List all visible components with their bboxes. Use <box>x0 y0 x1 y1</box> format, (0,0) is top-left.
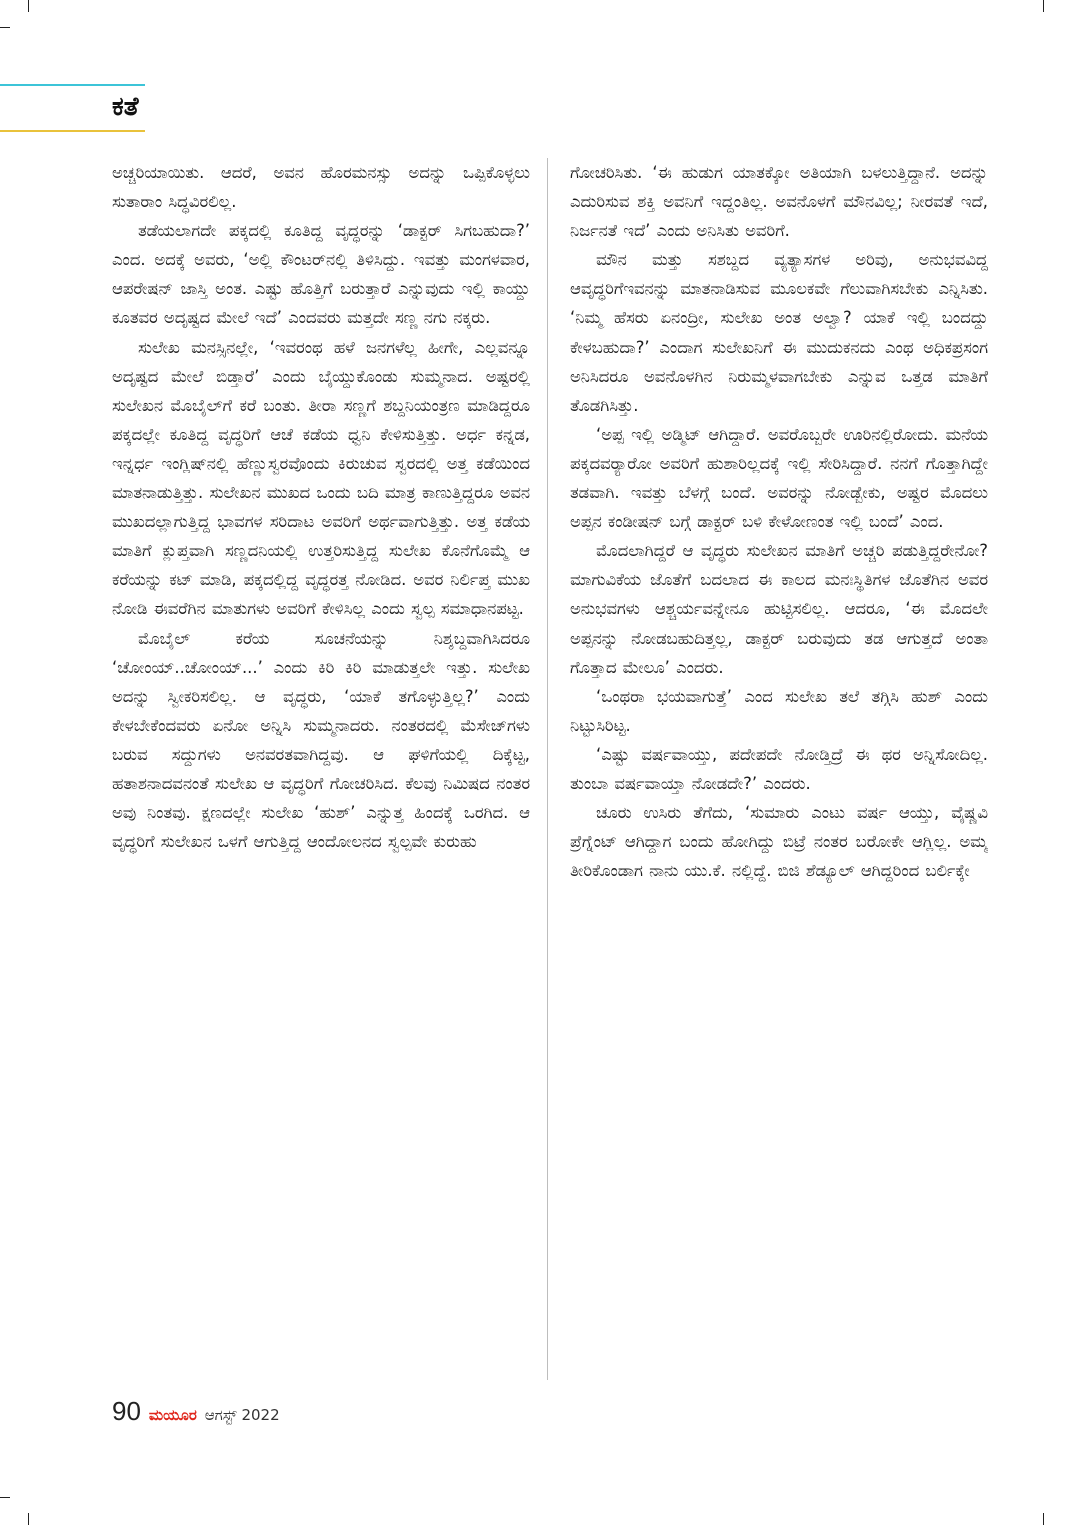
section-title: ಕತೆ <box>112 92 139 122</box>
paragraph: ‘ಅಪ್ಪ ಇಲ್ಲಿ ಅಡ್ಮಿಟ್ ಆಗಿದ್ದಾರೆ. ಅವರೊಬ್ಬರೇ ಊರಿನಲ್ಲಿರೋದು. ಮನೆಯ ಪಕ್ಕದವರ್‍ಯಾರೋ ಅವರಿಗೆ ಹುಶಾರಿಲ್ಲದಕ್ಕೆ ಇಲ್ಲಿ ಸೇರಿಸಿದ್ದಾರೆ. ನನಗೆ ಗೊತ್ತಾಗಿದ್ದೇ ತಡವಾಗಿ. ಇವತ್ತು ಬೆಳಗ್ಗೆ ಬಂದೆ. ಅವರನ್ನು ನೋಡ್ಬೇಕು, ಅಷ್ಟರ ಮೊದಲು ಅಪ್ಪನ ಕಂಡೀಷನ್ ಬಗ್ಗೆ ಡಾಕ್ಟರ್ ಬಳಿ ಕೇಳೋಣಂತ ಇಲ್ಲಿ ಬಂದೆ’ ಎಂದ. <box>570 424 988 532</box>
page-number: 90 <box>112 1396 141 1426</box>
section-rule-bottom <box>0 130 145 132</box>
paragraph: ಗೋಚರಿಸಿತು. ‘ಈ ಹುಡುಗ ಯಾತಕ್ಕೋ ಅತಿಯಾಗಿ ಬಳಲುತ್ತಿದ್ದಾನೆ. ಅದನ್ನು ಎದುರಿಸುವ ಶಕ್ತಿ ಅವನಿಗೆ ಇದ್ದಂತಿಲ್ಲ. ಅವನೊಳಗೆ ಮೌನವಿಲ್ಲ; ನೀರವತೆ ಇದೆ, ನಿರ್ಜನತೆ ಇದೆ’ ಎಂದು ಅನಿಸಿತು ಅವರಿಗೆ. <box>570 163 988 241</box>
crop-mark-top-right <box>1043 0 1044 12</box>
column-divider <box>547 158 548 1380</box>
crop-mark-bottom-left <box>28 1513 29 1525</box>
paragraph: ತಡೆಯಲಾಗದೇ ಪಕ್ಕದಲ್ಲಿ ಕೂತಿದ್ದ ವೃದ್ಧರನ್ನು ‘ಡಾಕ್ಟರ್ ಸಿಗಬಹುದಾ?’ ಎಂದ. ಅದಕ್ಕೆ ಅವರು, ‘ಅಲ್ಲಿ ಕೌಂಟರ್‌ನಲ್ಲಿ ತಿಳಿಸಿದ್ದು. ಇವತ್ತು ಮಂಗಳವಾರ, ಆಪರೇಷನ್ ಜಾಸ್ತಿ ಅಂತ. ಎಷ್ಟು ಹೊತ್ತಿಗೆ ಬರುತ್ತಾರೆ ಎನ್ನುವುದು ಇಲ್ಲಿ ಕಾಯ್ದು ಕೂತವರ ಅದೃಷ್ಟದ ಮೇಲೆ ಇದೆ’ ಎಂದವರು ಮತ್ತದೇ ಸಣ್ಣ ನಗು ನಕ್ಕರು. <box>112 221 530 328</box>
article-column-left <box>112 158 530 1380</box>
crop-mark-left-lower <box>0 1497 10 1498</box>
page-footer <box>112 1396 280 1430</box>
crop-mark-top-left <box>28 0 29 12</box>
paragraph: ಮೊಬೈಲ್ ಕರೆಯ ಸೂಚನೆಯನ್ನು ನಿಶ್ಶಬ್ದವಾಗಿಸಿದರೂ ‘ಚೋಂಯ್..ಚೋಂಯ್...’ ಎಂದು ಕಿರಿ ಕಿರಿ ಮಾಡುತ್ತಲೇ ಇತ್ತು. ಸುಲೇಖ ಅದನ್ನು ಸ್ವೀಕರಿಸಲಿಲ್ಲ. ಆ ವೃದ್ಧರು, ‘ಯಾಕೆ ತಗೊಳ್ಳುತ್ತಿಲ್ಲ?’ ಎಂದು ಕೇಳಬೇಕೆಂದವರು ಏನೋ ಅನ್ನಿಸಿ ಸುಮ್ಮನಾದರು. ನಂತರದಲ್ಲಿ ಮೆಸೇಜ್‌ಗಳು ಬರುವ ಸದ್ದುಗಳು ಅನವರತವಾಗಿದ್ದವು. ಆ ಘಳಿಗೆಯಲ್ಲಿ ದಿಕ್ಕೆಟ್ಟ, ಹತಾಶನಾದವನಂತೆ ಸುಲೇಖ ಆ ವೃದ್ಧರಿಗೆ ಗೋಚರಿಸಿದ. ಕೆಲವು ನಿಮಿಷದ ನಂತರ ಅವು ನಿಂತವು. ಕ್ಷಣದಲ್ಲೇ ಸುಲೇಖ ‘ಹುಶ್’ ಎನ್ನುತ್ತ ಹಿಂದಕ್ಕೆ ಒರಗಿದ. ಆ ವೃದ್ಧರಿಗೆ ಸುಲೇಖನ ಒಳಗೆ ಆಗುತ್ತಿದ್ದ ಆಂದೋಲನದ ಸ್ವಲ್ಪವೇ ಕುರುಹು <box>112 628 530 852</box>
paragraph: ‘ಒಂಥರಾ ಭಯವಾಗುತ್ತೆ’ ಎಂದ ಸುಲೇಖ ತಲೆ ತಗ್ಗಿಸಿ ಹುಶ್ ಎಂದು ನಿಟ್ಟುಸಿರಿಟ್ಟ. <box>570 686 988 735</box>
issue-date: ಆಗಸ್ಟ್ 2022 <box>204 1406 280 1424</box>
crop-mark-bottom-right <box>1043 1513 1044 1525</box>
crop-mark-left-upper <box>0 27 10 28</box>
paragraph: ಅಚ್ಚರಿಯಾಯಿತು. ಆದರೆ, ಅವನ ಹೊರಮನಸ್ಸು ಅದನ್ನು ಒಪ್ಪಿಕೊಳ್ಳಲು ಸುತಾರಾಂ ಸಿದ್ಧವಿರಲಿಲ್ಲ. <box>112 163 530 212</box>
section-rule-top <box>0 84 145 86</box>
paragraph: ಮೌನ ಮತ್ತು ಸಶಬ್ದದ ವ್ಯತ್ಯಾಸಗಳ ಅರಿವು, ಅನುಭವವಿದ್ದ ಆವೃದ್ಧರಿಗೆಇವನನ್ನು ಮಾತನಾಡಿಸುವ ಮೂಲಕವೇ ಗೆಲುವಾಗಿಸಬೇಕು ಎನ್ನಿಸಿತು. ‘ನಿಮ್ಮ ಹೆಸರು ಏನಂದ್ರೀ, ಸುಲೇಖ ಅಂತ ಅಲ್ವಾ? ಯಾಕೆ ಇಲ್ಲಿ ಬಂದದ್ದು ಕೇಳಬಹುದಾ?’ ಎಂದಾಗ ಸುಲೇಖನಿಗೆ ಈ ಮುದುಕನದು ಎಂಥ ಅಧಿಕಪ್ರಸಂಗ ಅನಿಸಿದರೂ ಅವನೊಳಗಿನ ನಿರುಮ್ಮಳವಾಗಬೇಕು ಎನ್ನುವ ಒತ್ತಡ ಮಾತಿಗೆ ತೊಡಗಿಸಿತ್ತು. <box>570 250 988 415</box>
article-column-right <box>570 158 988 1380</box>
paragraph: ಮೊದಲಾಗಿದ್ದರೆ ಆ ವೃದ್ಧರು ಸುಲೇಖನ ಮಾತಿಗೆ ಅಚ್ಚರಿ ಪಡುತ್ತಿದ್ದರೇನೋ? ಮಾಗುವಿಕೆಯ ಜೊತೆಗೆ ಬದಲಾದ ಈ ಕಾಲದ ಮನಃಸ್ಥಿತಿಗಳ ಜೊತೆಗಿನ ಅವರ ಅನುಭವಗಳು ಆಶ್ಚರ್ಯವನ್ನೇನೂ ಹುಟ್ಟಿಸಲಿಲ್ಲ. ಆದರೂ, ‘ಈ ಮೊದಲೇ ಅಪ್ಪನನ್ನು ನೋಡಬಹುದಿತ್ತಲ್ಲ, ಡಾಕ್ಟರ್ ಬರುವುದು ತಡ ಆಗುತ್ತದೆ ಅಂತಾ ಗೊತ್ತಾದ ಮೇಲೂ’ ಎಂದರು. <box>570 541 988 677</box>
paragraph: ‘ಎಷ್ಟು ವರ್ಷವಾಯ್ತು, ಪದೇಪದೇ ನೋಡ್ತಿದ್ರೆ ಈ ಥರ ಅನ್ನಿಸೋದಿಲ್ಲ. ತುಂಬಾ ವರ್ಷವಾಯ್ತಾ ನೋಡದೇ?’ ಎಂದರು. <box>570 744 988 793</box>
paragraph: ಸುಲೇಖ ಮನಸ್ಸಿನಲ್ಲೇ, ‘ಇವರಂಥ ಹಳೆ ಜನಗಳೆಲ್ಲ ಹೀಗೇ, ಎಲ್ಲವನ್ನೂ ಅದೃಷ್ಟದ ಮೇಲೆ ಬಿಡ್ತಾರೆ’ ಎಂದು ಬೈಯ್ದುಕೊಂಡು ಸುಮ್ಮನಾದ. ಅಷ್ಟರಲ್ಲಿ ಸುಲೇಖನ ಮೊಬೈಲ್‌ಗೆ ಕರೆ ಬಂತು. ತೀರಾ ಸಣ್ಣಗೆ ಶಬ್ದನಿಯಂತ್ರಣ ಮಾಡಿದ್ದರೂ ಪಕ್ಕದಲ್ಲೇ ಕೂತಿದ್ದ ವೃದ್ಧರಿಗೆ ಆಚೆ ಕಡೆಯ ಧ್ವನಿ ಕೇಳಿಸುತ್ತಿತ್ತು. ಅರ್ಧ ಕನ್ನಡ, ಇನ್ನರ್ಧ ಇಂಗ್ಲಿಷ್‌ನಲ್ಲಿ ಹೆಣ್ಣುಸ್ವರವೊಂದು ಕಿರುಚುವ ಸ್ವರದಲ್ಲಿ ಅತ್ತ ಕಡೆಯಿಂದ ಮಾತನಾಡುತ್ತಿತ್ತು. ಸುಲೇಖನ ಮುಖದ ಒಂದು ಬದಿ ಮಾತ್ರ ಕಾಣುತ್ತಿದ್ದರೂ ಅವನ ಮುಖದಲ್ಲಾಗುತ್ತಿದ್ದ ಭಾವಗಳ ಸರಿದಾಟ ಅವರಿಗೆ ಅರ್ಥವಾಗುತ್ತಿತ್ತು. ಅತ್ತ ಕಡೆಯ ಮಾತಿಗೆ ಕ್ಲುಪ್ತವಾಗಿ ಸಣ್ಣದನಿಯಲ್ಲಿ ಉತ್ತರಿಸುತ್ತಿದ್ದ ಸುಲೇಖ ಕೊನೆಗೊಮ್ಮೆ ಆ ಕರೆಯನ್ನು ಕಟ್ ಮಾಡಿ, ಪಕ್ಕದಲ್ಲಿದ್ದ ವೃದ್ಧರತ್ತ ನೋಡಿದ. ಅವರ ನಿರ್ಲಿಪ್ತ ಮುಖ ನೋಡಿ ಈವರೆಗಿನ ಮಾತುಗಳು ಅವರಿಗೆ ಕೇಳಿಸಿಲ್ಲ ಎಂದು ಸ್ವಲ್ಪ ಸಮಾಧಾನಪಟ್ಟ. <box>112 337 530 619</box>
paragraph: ಚೂರು ಉಸಿರು ತೆಗೆದು, ‘ಸುಮಾರು ಎಂಟು ವರ್ಷ ಆಯ್ತು, ವೈಷ್ಣವಿ ಪ್ರೆಗ್ನೆಂಟ್ ಆಗಿದ್ದಾಗ ಬಂದು ಹೋಗಿದ್ದು ಬಿಟ್ರೆ ನಂತರ ಬರೋಕೇ ಆಗ್ಲಿಲ್ಲ. ಅಮ್ಮ ತೀರಿಕೊಂಡಾಗ ನಾನು ಯು.ಕೆ. ನಲ್ಲಿದ್ದೆ. ಬಿಜಿ ಶೆಡ್ಯೂಲ್ ಆಗಿದ್ದರಿಂದ ಬರ್ಲಿಕ್ಕೇ <box>570 803 988 881</box>
magazine-name: ಮಯೂರ <box>148 1406 197 1424</box>
